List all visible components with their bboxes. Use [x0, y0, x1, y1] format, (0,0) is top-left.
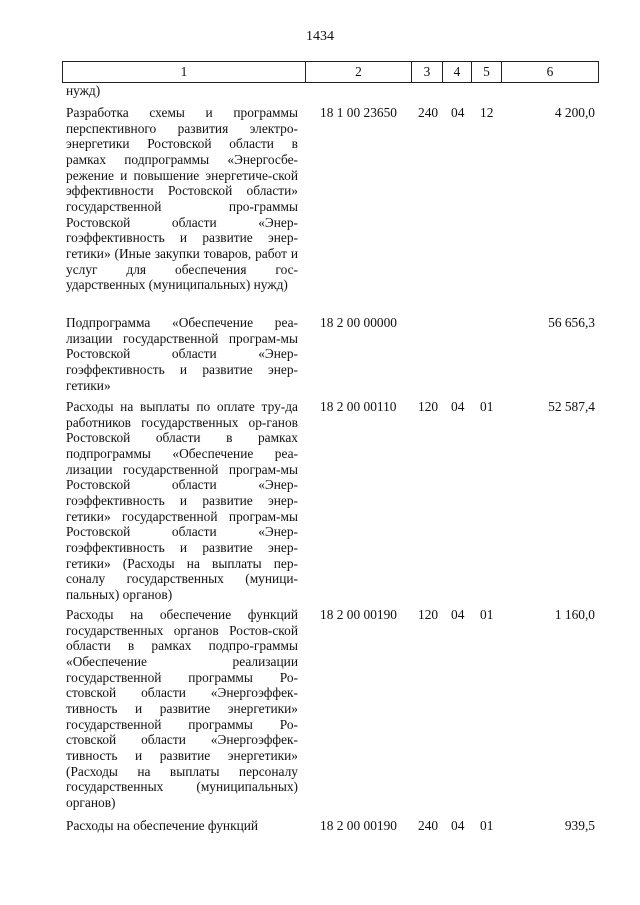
- row-pr: 01: [480, 399, 494, 414]
- row-vr: 240: [418, 105, 439, 120]
- row-amount: 4 200,0: [554, 105, 595, 120]
- page-number: 1434: [306, 29, 334, 44]
- header-col-3: 3: [412, 62, 443, 83]
- row-code: 18 2 00 00190: [320, 607, 397, 622]
- header-col-4: 4: [443, 62, 472, 83]
- row-amount: 52 587,4: [548, 399, 595, 414]
- row-description: Расходы на обеспечение функций государственных органов Ростов-ской области в рамках подпро-граммы «Обеспечение реализации государственной программы Ро-стовской области «Энергоэффек-тивность и развитие энергетики» государственной программы Ро-стовской области «Энергоэффек-тивность и развитие энергетики» (Расходы на выплаты персоналу государственных (муниципальных) органов): [66, 607, 298, 810]
- row-vr: 120: [418, 607, 439, 622]
- row-code: 18 2 00 00190: [320, 818, 397, 833]
- row-code: 18 1 00 23650: [320, 105, 397, 120]
- header-col-6: 6: [502, 62, 599, 83]
- row-description: Разработка схемы и программы перспективного развития электро-энергетики Ростовской области в рамках подпрограммы «Энергосбе-режение и повышение энергетиче-ской эффективности Ростовской области» государственной про-граммы Ростовской области «Энер-гоэффективность и развитие энер-гетики» (Иные закупки товаров, работ и услуг для обеспечения гос-ударственных (муниципальных) нужд): [66, 105, 298, 293]
- row-rz: 04: [451, 818, 465, 833]
- header-col-5: 5: [472, 62, 502, 83]
- row-code: 18 2 00 00000: [320, 315, 397, 330]
- row-pr: 12: [480, 105, 494, 120]
- row-amount: 1 160,0: [554, 607, 595, 622]
- row-description: Расходы на обеспечение функций: [66, 818, 259, 833]
- row-vr: 240: [418, 818, 439, 833]
- row-rz: 04: [451, 399, 465, 414]
- row-amount: 56 656,3: [548, 315, 595, 330]
- row-pr: 01: [480, 607, 494, 622]
- row-vr: 120: [418, 399, 439, 414]
- table-header: [62, 61, 599, 83]
- row-description: Подпрограмма «Обеспечение реа-лизации государственной програм-мы Ростовской области «Энер-гоэффективность и развитие энер-гетики»: [66, 315, 298, 393]
- row-code: 18 2 00 00110: [320, 399, 397, 414]
- row-rz: 04: [451, 105, 465, 120]
- header-col-2: 2: [306, 62, 412, 83]
- row-amount: 939,5: [564, 818, 595, 833]
- row-description: Расходы на выплаты по оплате тру-да работников государственных ор-ганов Ростовской области в рамках подпрограммы «Обеспечение реа-лизации государственной програм-мы Ростовской области «Энер-гоэффективность и развитие энер-гетики» государственной програм-мы Ростовской области «Энер-гоэффективность и развитие энер-гетики» (Расходы на выплаты пер-соналу государственных (муници-пальных) органов): [66, 399, 298, 602]
- header-col-1: 1: [63, 62, 306, 83]
- continuation-text: нужд): [66, 83, 101, 98]
- row-rz: 04: [451, 607, 465, 622]
- row-pr: 01: [480, 818, 494, 833]
